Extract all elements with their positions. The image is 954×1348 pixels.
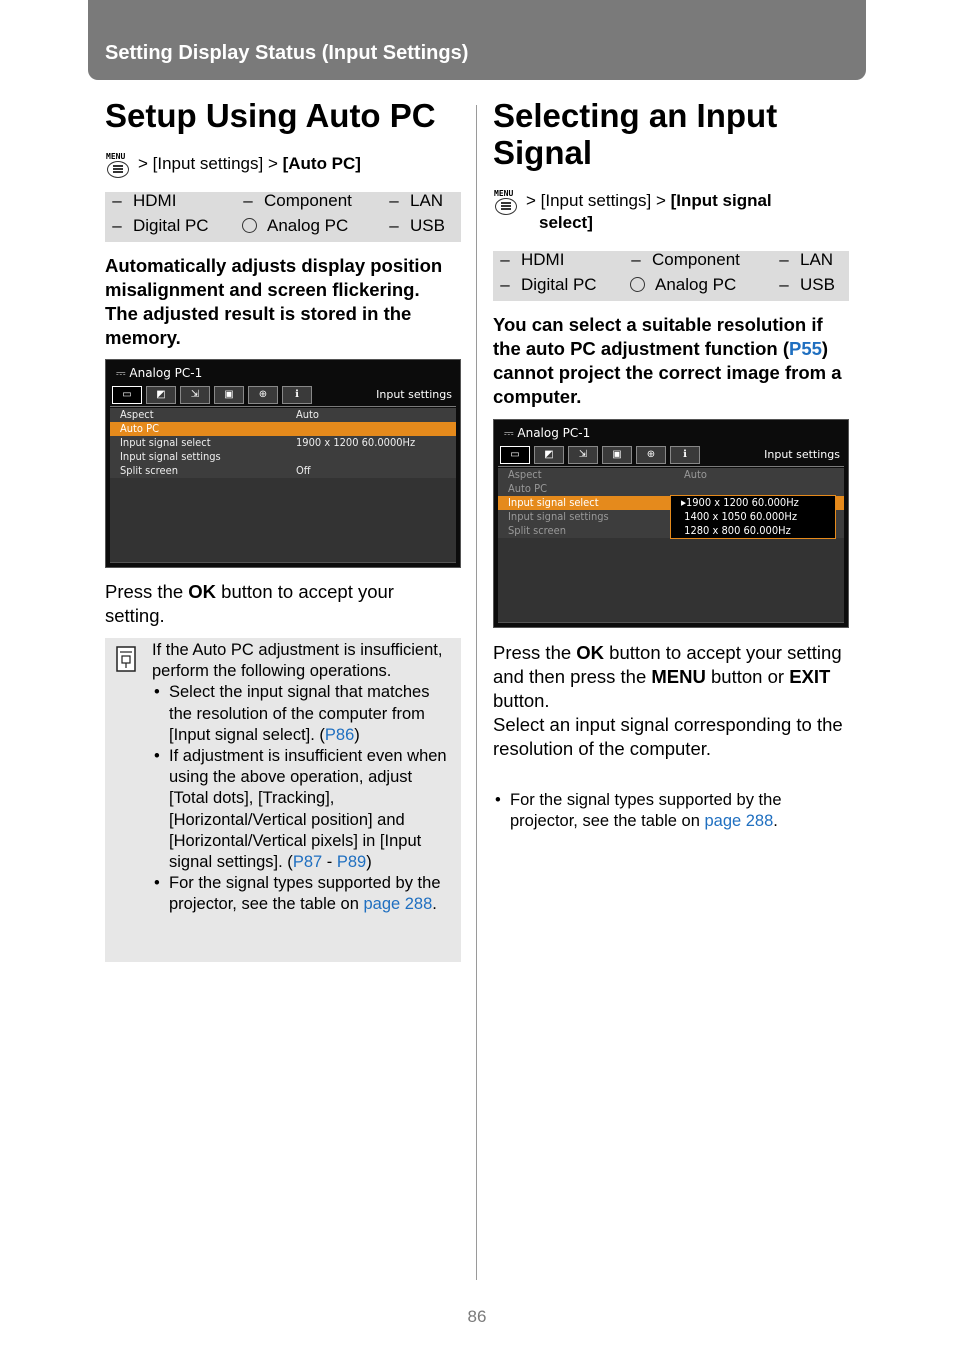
right-lead: You can select a suitable resolution if the auto PC adjustment function (P55) cannot project the correct image from a computer. [493, 314, 842, 407]
screen-input-signal-select: ⎓ Analog PC-1 ▭ ◩ ⇲ ▣ ⊕ ℹ Input settings Aspect Auto Auto PC Input signal select Input signal settings Split screen ▸1900 x 1200 60.000Hz 1400 x 1050 60.000Hz 1280 x 800 60.000Hz [493, 419, 849, 628]
left-instruction: Press the OK button to accept your setting. [105, 581, 394, 626]
screen-row: Input signal select 1900 x 1200 60.0000Hz [110, 436, 456, 451]
link-page-288[interactable]: page 288 [363, 895, 433, 914]
signal-hdmi: – HDMI [112, 191, 177, 210]
memo-icon [116, 646, 136, 672]
screen-menu-title: Input settings [764, 448, 840, 461]
screen-row: Input signal settings [498, 510, 844, 525]
dropdown-option: 1280 x 800 60.000Hz [684, 524, 791, 537]
signal-digital-pc: – Digital PC [112, 216, 209, 235]
signal-component: – Component [243, 191, 352, 210]
screen-auto-pc: ⎓ Analog PC-1 ▭ ◩ ⇲ ▣ ⊕ ℹ Input settings Aspect Auto Auto PC Input signal select 1900 x 1200 60.0000Hz Input signal settings Split screen Off [105, 359, 461, 568]
link-page-288[interactable]: page 288 [704, 812, 774, 831]
screen-row-selected: Input signal select [498, 496, 844, 511]
note-text: If the Auto PC adjustment is insufficient, perform the following operations. • Select the input signal that matches the resolution of the computer from [Input signal select]. (P86) • If adjustment is insufficient even when using the above operation, adjust [Total dots], [Tracking], [Horizontal/Vertical position] and [Horizontal/Vertical pixels] in [Input signal settings]. (P87 - P89) • For the signal types supported by the projector, see the table on page 288. [152, 640, 452, 916]
note-bullet: • For the signal types supported by the projector, see the table on page 288. [152, 873, 452, 915]
resolution-dropdown [670, 495, 836, 539]
signal-lan: – LAN [779, 250, 834, 269]
signal-analog-pc: Analog PC [240, 215, 348, 237]
signal-digital-pc: – Digital PC [500, 275, 597, 294]
signal-lan: – LAN [389, 191, 444, 210]
link-p86[interactable]: P86 [324, 725, 355, 744]
signal-table [493, 251, 849, 301]
screen-title: ⎓ Analog PC-1 [504, 426, 591, 440]
link-p89[interactable]: P89 [336, 853, 367, 872]
supported-circle-icon [630, 277, 645, 292]
note-bullet: • If adjustment is insufficient even when using the above operation, adjust [Total dots], [Tracking], [Horizontal/Vertical position] and [Horizontal/Vertical pixels] in [Input signal settings]. (P87 - P89) [152, 746, 452, 873]
right-heading: Selecting an Input Signal [493, 97, 778, 171]
section-title: Setting Display Status (Input Settings) [105, 42, 469, 64]
screen-row: Split screen [498, 524, 844, 539]
column-divider [476, 105, 477, 1280]
screen-row: Aspect Auto [498, 468, 844, 483]
screen-menu-title: Input settings [376, 388, 452, 401]
right-bullet: • For the signal types supported by the projector, see the table on page 288. [493, 790, 840, 832]
screen-row-selected: Auto PC [110, 422, 456, 437]
signal-table [105, 192, 461, 242]
supported-circle-icon [242, 218, 257, 233]
dropdown-option: ▸1900 x 1200 60.000Hz [671, 496, 835, 510]
page-number: 86 [467, 1307, 487, 1326]
signal-hdmi: – HDMI [500, 250, 565, 269]
screen-row: Aspect Auto [110, 408, 456, 423]
screen-row: Auto PC [498, 482, 844, 497]
note-box [105, 638, 461, 962]
screen-title: ⎓ Analog PC-1 [116, 366, 203, 380]
right-instruction: Press the OK button to accept your setting and then press the MENU button or EXIT button. Select an input signal corresponding to the resolution of the computer. [493, 642, 843, 759]
signal-usb: – USB [779, 275, 835, 294]
section-header [88, 0, 866, 80]
signal-analog-pc: Analog PC [628, 274, 736, 296]
signal-usb: – USB [389, 216, 445, 235]
left-heading: Setup Using Auto PC [105, 97, 436, 134]
link-p87[interactable]: P87 [292, 853, 323, 872]
screen-row: Input signal settings [110, 450, 456, 465]
screen-row: Split screen Off [110, 464, 456, 479]
link-p55[interactable]: P55 [789, 338, 822, 359]
left-lead: Automatically adjusts display position misalignment and screen flickering. The adjusted result is stored in the memory. [105, 255, 443, 348]
menu-icon: MENU [105, 152, 131, 180]
note-bullet: • Select the input signal that matches the resolution of the computer from [Input signal select]. (P86) [152, 682, 452, 746]
signal-component: – Component [631, 250, 740, 269]
dropdown-option: 1400 x 1050 60.000Hz [684, 510, 798, 523]
menu-icon: MENU [493, 189, 519, 217]
